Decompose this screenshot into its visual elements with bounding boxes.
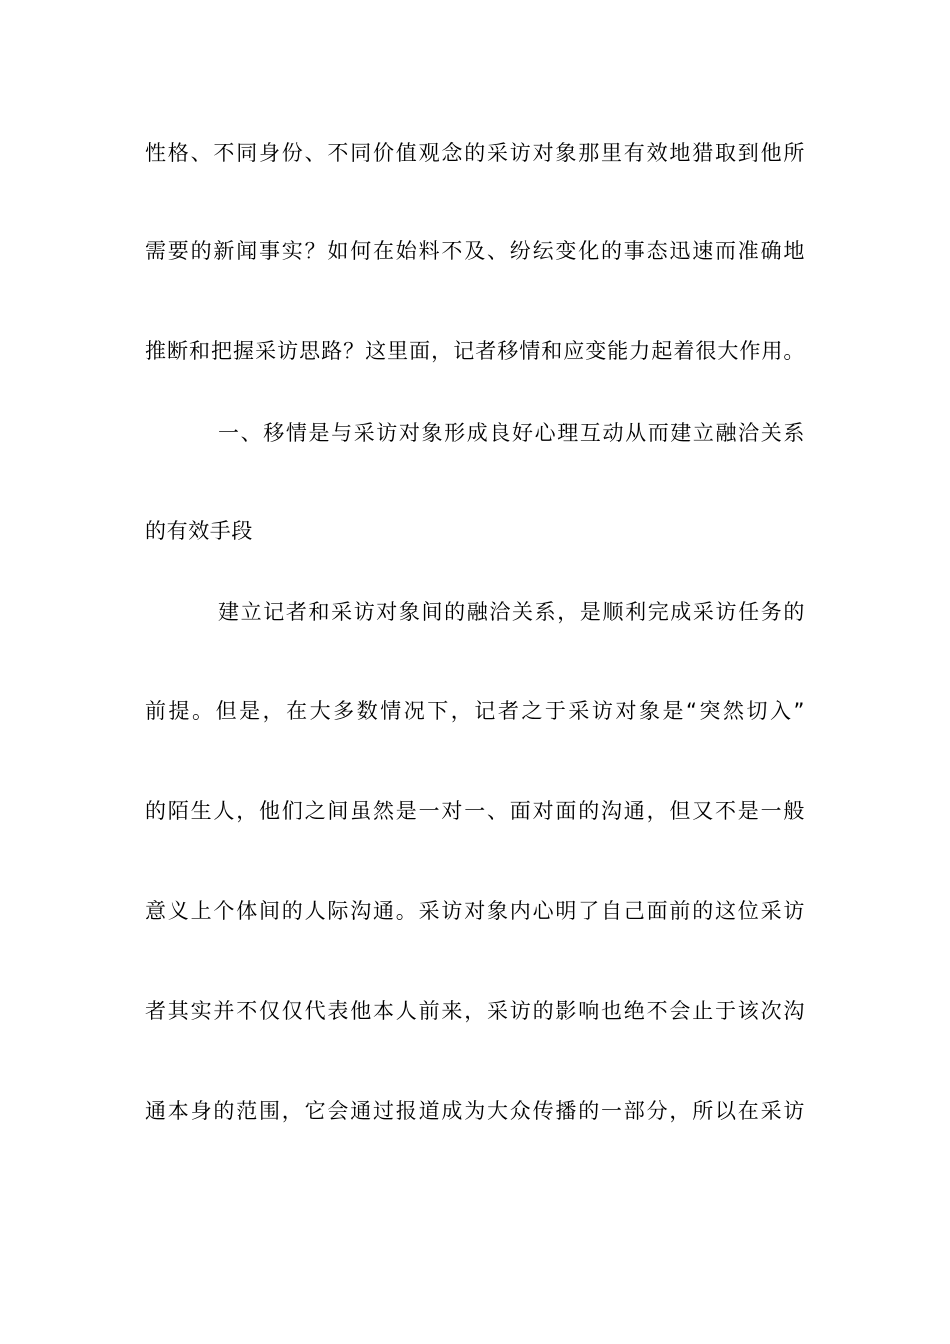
section-heading-line: 的有效手段 [145,519,253,543]
body-text-line: 前提。但是，在大多数情况下，记者之于采访对象是“突然切入” [145,699,805,723]
body-text-line: 推断和把握采访思路？这里面，记者移情和应变能力起着很大作用。 [145,339,805,363]
body-text-line: 通本身的范围，它会通过报道成为大众传播的一部分，所以在采访 [145,1099,805,1123]
section-heading-line: 一、移情是与采访对象形成良好心理互动从而建立融洽关系 [218,421,805,445]
body-text-line: 的陌生人，他们之间虽然是一对一、面对面的沟通，但又不是一般 [145,799,805,823]
body-text-line: 者其实并不仅仅代表他本人前来，采访的影响也绝不会止于该次沟 [145,999,805,1023]
body-text-line: 需要的新闻事实？如何在始料不及、纷纭变化的事态迅速而准确地 [145,239,805,263]
body-text-line: 意义上个体间的人际沟通。采访对象内心明了自己面前的这位采访 [145,899,805,923]
body-text-line: 建立记者和采访对象间的融洽关系，是顺利完成采访任务的 [218,600,805,624]
body-text-line: 性格、不同身份、不同价值观念的采访对象那里有效地猎取到他所 [145,141,805,165]
